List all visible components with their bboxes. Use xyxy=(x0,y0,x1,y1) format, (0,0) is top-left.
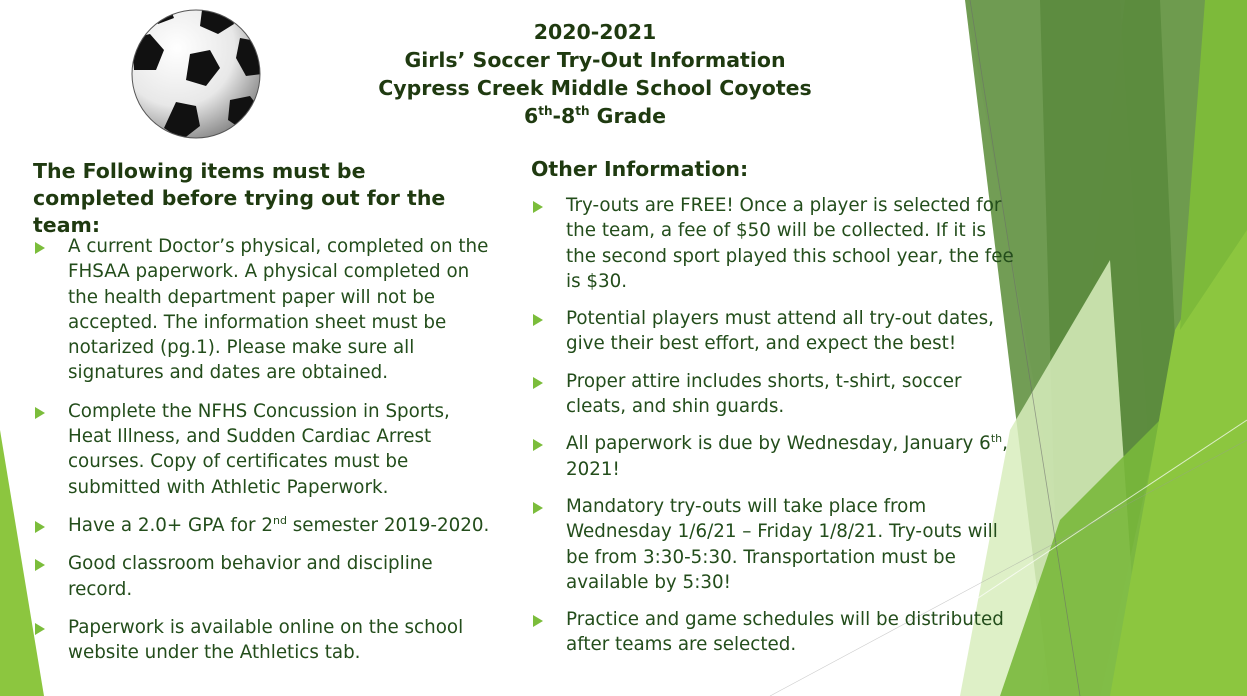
arrow-bullet-icon xyxy=(533,314,543,326)
grade-start-sup: th xyxy=(538,104,553,119)
list-item-text: Paperwork is available online on the school website under the Athletics tab. xyxy=(68,616,464,664)
grade-end-sup: th xyxy=(575,104,590,119)
list-item xyxy=(531,494,1016,595)
soccer-ball-icon xyxy=(130,8,262,140)
other-info-list xyxy=(531,193,1016,670)
list-item-text-post: semester 2019-2020. xyxy=(286,514,490,536)
grade-sep: -8 xyxy=(552,104,576,128)
page-header xyxy=(360,18,830,130)
arrow-bullet-icon xyxy=(35,559,45,571)
list-item xyxy=(531,607,1016,658)
header-title: Girls’ Soccer Try-Out Information xyxy=(404,48,786,72)
list-item-text: Good classroom behavior and discipline record. xyxy=(68,553,433,600)
header-grade xyxy=(360,102,830,130)
header-school: Cypress Creek Middle School Coyotes xyxy=(378,76,812,100)
arrow-bullet-icon xyxy=(533,615,543,627)
arrow-bullet-icon xyxy=(35,521,45,533)
list-item xyxy=(33,551,493,602)
arrow-bullet-icon xyxy=(533,377,543,389)
list-item xyxy=(33,399,493,500)
list-item-text: Complete the NFHS Concussion in Sports, Heat Illness, and Sudden Cardiac Arrest courses. Copy of certificates must be submitted with Athletic Paperwork. xyxy=(68,400,450,498)
grade-start: 6 xyxy=(523,104,539,128)
list-item xyxy=(33,615,493,666)
arrow-bullet-icon xyxy=(533,502,543,514)
list-item-sup: nd xyxy=(272,513,287,527)
list-item xyxy=(33,513,493,538)
list-item xyxy=(531,306,1016,357)
list-item-text: Proper attire includes shorts, t-shirt, soccer cleats, and shin guards. xyxy=(566,370,962,418)
header-year: 2020-2021 xyxy=(533,20,657,44)
list-item xyxy=(33,234,493,386)
list-item xyxy=(531,369,1016,420)
list-item-text-post: , 2021! xyxy=(566,433,1008,480)
requirements-title: The Following items must be completed before trying out for the team: xyxy=(33,159,446,237)
list-item-sup: th xyxy=(990,432,1003,446)
arrow-bullet-icon xyxy=(35,623,45,635)
other-info-title: Other Information: xyxy=(531,157,749,181)
list-item-text-pre: All paperwork is due by Wednesday, January 6 xyxy=(566,433,991,455)
list-item xyxy=(531,431,1016,482)
requirements-list xyxy=(33,234,493,678)
list-item-text: A current Doctor’s physical, completed on the FHSAA paperwork. A physical completed on the health department paper will not be accepted. The information sheet must be notarized (pg.1). Please make sure all signatures and dates are obtained. xyxy=(68,236,489,384)
arrow-bullet-icon xyxy=(533,201,543,213)
arrow-bullet-icon xyxy=(35,242,45,254)
arrow-bullet-icon xyxy=(35,407,45,419)
grade-suffix: Grade xyxy=(589,104,667,128)
list-item-text: Potential players must attend all try-out dates, give their best effort, and expect the best! xyxy=(566,308,994,355)
list-item-text-pre: Have a 2.0+ GPA for 2 xyxy=(68,514,273,536)
list-item-text: Try-outs are FREE! Once a player is selected for the team, a fee of $50 will be collected. If it is the second sport played this school year, the fee is $30. xyxy=(566,195,1014,292)
list-item-text: Mandatory try-outs will take place from Wednesday 1/6/21 – Friday 1/8/21. Try-outs will be from 3:30-5:30. Transportation must be available by 5:30! xyxy=(566,495,998,593)
list-item xyxy=(531,193,1016,294)
list-item-text: Practice and game schedules will be distributed after teams are selected. xyxy=(566,609,1004,656)
arrow-bullet-icon xyxy=(533,439,543,451)
